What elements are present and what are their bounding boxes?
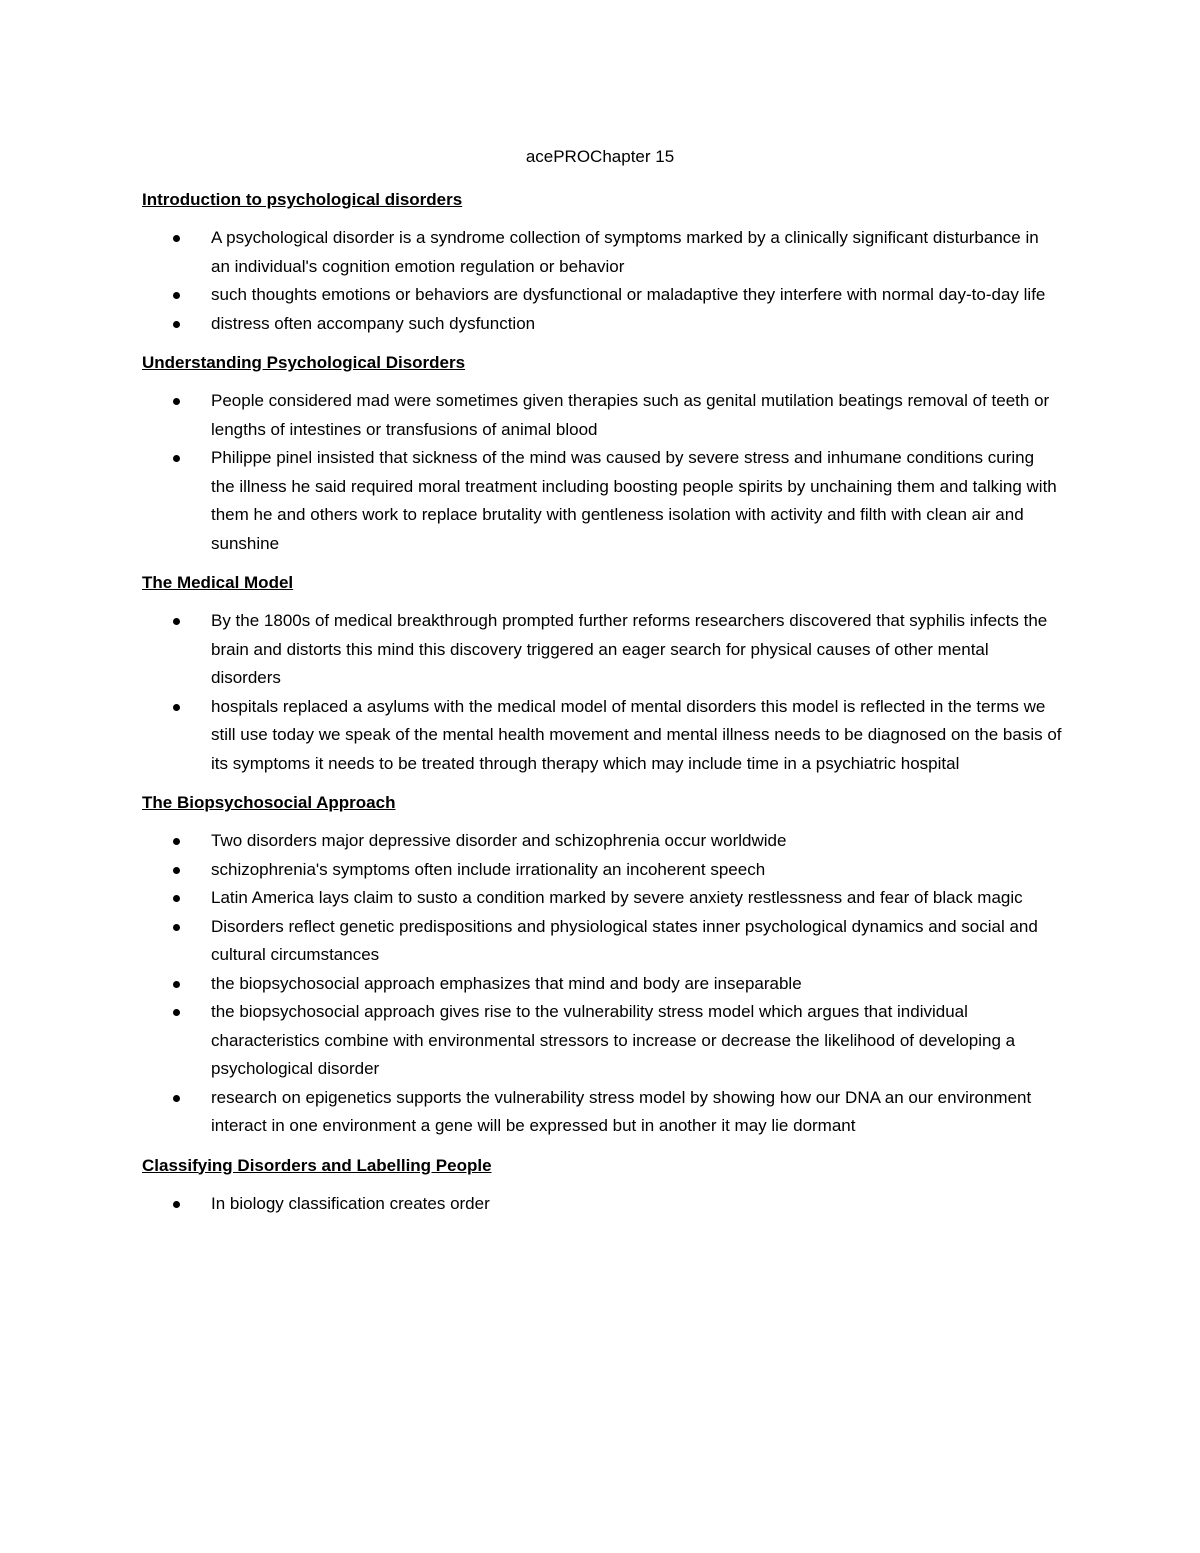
list-item: [142, 224, 1062, 281]
section-heading: Understanding Psychological Disorders: [142, 353, 466, 372]
bullet-icon: [173, 1095, 180, 1102]
list-item: [142, 1084, 1062, 1141]
list-item-text: distress often accompany such dysfunction: [211, 313, 536, 333]
list-item-text: A psychological disorder is a syndrome collection of symptoms marked by a clinically significant disturbance in an individual's cognition emotion regulation or behavior: [211, 228, 1039, 276]
bullet-icon: [173, 1201, 180, 1208]
list-item: [142, 1190, 1062, 1219]
bullet-icon: [173, 321, 180, 328]
bullet-list: [142, 1190, 1062, 1219]
list-item-text: People considered mad were sometimes given therapies such as genital mutilation beatings removal of teeth or lengths of intestines or transfusions of animal blood: [211, 391, 1050, 439]
list-item: [142, 444, 1062, 558]
bullet-icon: [173, 618, 180, 625]
bullet-icon: [173, 235, 180, 242]
list-item: [142, 607, 1062, 693]
list-item-text: Latin America lays claim to susto a condition marked by severe anxiety restlessness and fear of black magic: [211, 888, 1023, 907]
list-item: [142, 387, 1062, 444]
list-item: [142, 998, 1062, 1084]
list-item: [142, 693, 1062, 779]
section-heading: Classifying Disorders and Labelling People: [142, 1155, 492, 1175]
document-body: [142, 189, 1062, 1232]
bullet-list: [142, 387, 1062, 558]
bullet-icon: [173, 981, 180, 988]
list-item-text: Philippe pinel insisted that sickness of the mind was caused by severe stress and inhumane conditions curing the illness he said required moral treatment including boosting people spirits by unchaining them and talking with them he and others work to replace brutality with gentleness isolation with activity and filth with clean air and sunshine: [211, 448, 1057, 553]
bullet-icon: [173, 838, 180, 845]
list-item-text: the biopsychosocial approach gives rise to the vulnerability stress model which argues that individual characteristics combine with environmental stressors to increase or decrease the likelihood of developing a psychological disorder: [211, 1002, 1016, 1078]
list-item-text: Disorders reflect genetic predispositions and physiological states inner psychological dynamics and social and cultural circumstances: [211, 916, 1038, 964]
list-item: [142, 856, 1062, 885]
section-heading: The Medical Model: [142, 573, 294, 592]
bullet-icon: [173, 1009, 180, 1016]
bullet-icon: [173, 292, 180, 299]
list-item-text: the biopsychosocial approach emphasizes that mind and body are inseparable: [211, 973, 802, 993]
list-item-text: such thoughts emotions or behaviors are dysfunctional or maladaptive they interfere with normal day-to-day life: [211, 285, 1046, 304]
list-item: [142, 310, 1062, 339]
bullet-icon: [173, 924, 180, 931]
bullet-list: [142, 224, 1062, 338]
list-item-text: schizophrenia's symptoms often include irrationality an incoherent speech: [211, 859, 766, 879]
list-item-text: By the 1800s of medical breakthrough prompted further reforms researchers discovered that syphilis infects the brain and distorts this mind this discovery triggered an eager search for physical causes of other mental disorders: [211, 611, 1048, 687]
list-item-text: research on epigenetics supports the vulnerability stress model by showing how our DNA an our environment interact in one environment a gene will be expressed but in another it may lie dormant: [211, 1087, 1032, 1135]
section-medical-model: [142, 572, 1062, 778]
list-item: [142, 281, 1062, 310]
document-title: acePROChapter 15: [525, 147, 675, 166]
section-understanding: [142, 352, 1062, 558]
list-item: [142, 827, 1062, 856]
bullet-list: [142, 607, 1062, 778]
section-heading: Introduction to psychological disorders: [142, 190, 463, 209]
bullet-list: [142, 827, 1062, 1141]
bullet-icon: [173, 867, 180, 874]
bullet-icon: [173, 895, 180, 902]
section-classifying: [142, 1155, 1062, 1219]
section-biopsychosocial: [142, 792, 1062, 1141]
list-item: [142, 913, 1062, 970]
bullet-icon: [173, 455, 180, 462]
bullet-icon: [173, 398, 180, 405]
list-item-text: In biology classification creates order: [211, 1193, 490, 1213]
section-introduction: [142, 189, 1062, 338]
list-item: [142, 970, 1062, 999]
list-item: [142, 884, 1062, 913]
list-item-text: Two disorders major depressive disorder and schizophrenia occur worldwide: [211, 831, 787, 850]
section-heading: The Biopsychosocial Approach: [142, 793, 396, 812]
bullet-icon: [173, 704, 180, 711]
list-item-text: hospitals replaced a asylums with the medical model of mental disorders this model is reflected in the terms we still use today we speak of the mental health movement and mental illness needs to be diagnosed on the basis of its symptoms it needs to be treated through therapy which may include time in a psychiatric hospital: [211, 696, 1062, 773]
